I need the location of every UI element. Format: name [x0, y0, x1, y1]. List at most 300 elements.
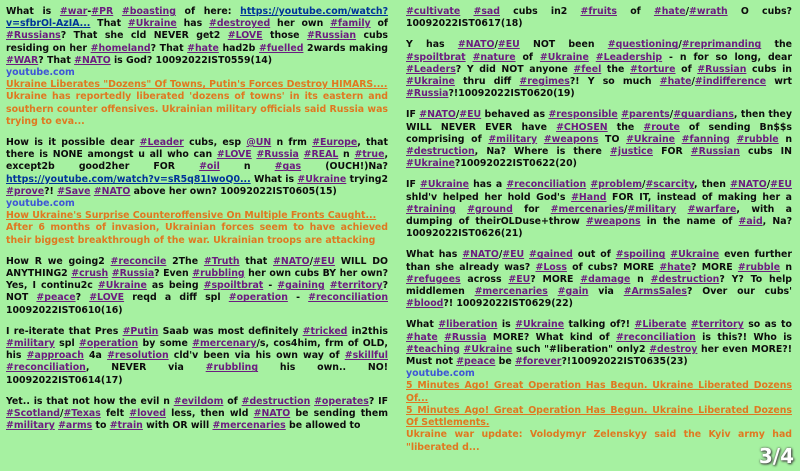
hashtag-link[interactable]: #guardians	[673, 109, 734, 121]
text-segment: of	[617, 6, 654, 17]
hashtag-link[interactable]: #PR	[91, 6, 114, 17]
hashtag-link[interactable]: #mercenaries	[550, 203, 624, 215]
text-segment: reqd a diff spl	[124, 292, 229, 304]
hashtag-link[interactable]: #indifference	[694, 76, 767, 88]
text-segment: such "#liberation" only2	[512, 343, 650, 355]
hashtag-link[interactable]: #mercenaries	[474, 286, 548, 298]
hashtag-link[interactable]: #weapons	[543, 133, 599, 145]
hashtag-link[interactable]: #weapons	[585, 216, 641, 228]
hashtag-link[interactable]: #homeland	[90, 42, 151, 54]
hashtag-link[interactable]: #Ukraine	[420, 179, 469, 191]
hashtag-link[interactable]: #NATO	[74, 54, 111, 66]
hashtag-link[interactable]: #reconcile	[110, 255, 167, 267]
text-segment	[675, 134, 682, 145]
text-segment: /s, cos4him, frm of OLD, his	[6, 338, 388, 362]
hashtag-link[interactable]: #liberation	[438, 319, 498, 331]
text-segment: ? Even	[154, 268, 193, 280]
hashtag-link[interactable]: #destroy	[649, 343, 698, 355]
text-segment: has a	[468, 179, 507, 191]
hashtag-link[interactable]: #cultivate	[406, 6, 461, 17]
text-segment: in2this	[347, 325, 389, 337]
hashtag-link[interactable]: #hate	[187, 42, 219, 54]
post	[6, 256, 388, 317]
text-segment: that	[239, 255, 274, 267]
hashtag-link[interactable]: #gaining	[277, 280, 325, 292]
hashtag-link[interactable]: #mercenaries	[212, 420, 286, 432]
hashtag-link[interactable]: #Texas	[63, 408, 101, 420]
hashtag-link[interactable]: #Putin	[122, 325, 159, 337]
hashtag-link[interactable]: #operates	[314, 395, 369, 407]
text-segment: trying2	[346, 173, 388, 185]
link-preview-description: After 6 months of invasion, Ukrainian forces seem to have achieved their biggest breakthrough of the war. Ukrainian troops are attacking	[6, 222, 388, 246]
hashtag-link[interactable]: #Russian	[306, 30, 357, 42]
hashtag-link[interactable]: #fruits	[580, 6, 617, 17]
text-segment: 2The	[166, 255, 204, 267]
post-text	[406, 249, 792, 310]
hashtag-link[interactable]: #gain	[557, 286, 589, 298]
hashtag-link[interactable]: #loved	[129, 408, 166, 420]
post	[6, 6, 388, 128]
hashtag-link[interactable]: #parents	[621, 109, 670, 121]
hashtag-link[interactable]: #EU	[508, 273, 531, 285]
text-segment: talking of?!	[564, 319, 635, 331]
hashtag-link[interactable]: #prove	[6, 185, 45, 197]
hashtag-link[interactable]: #route	[643, 121, 680, 133]
url-link[interactable]: https://youtube.com/watch?v=sfbrOl-AzIA...	[6, 6, 389, 30]
text-segment: ? Y? To help middlemen	[406, 273, 792, 298]
text-segment	[537, 134, 544, 145]
hashtag-link[interactable]: #crush	[71, 268, 109, 280]
text-segment: for	[512, 203, 551, 215]
text-segment: , Na? Where is there	[474, 146, 611, 158]
text-segment: has	[176, 18, 209, 30]
link-preview-title[interactable]: How Ukraine's Surprise Counteroffensive On Multiple Fronts Caught...	[6, 210, 377, 222]
hashtag-link[interactable]: #Russian	[690, 146, 740, 158]
text-segment: /	[678, 39, 682, 51]
text-segment: /	[766, 179, 771, 191]
hashtag-link[interactable]: #reconciliation	[6, 362, 86, 374]
hashtag-link[interactable]: #training	[406, 203, 456, 215]
text-segment: n	[780, 261, 792, 273]
text-segment: 10092022IST0610(16)	[6, 304, 123, 316]
post	[6, 137, 388, 247]
hashtag-link[interactable]: #skillful	[344, 350, 388, 362]
hashtag-link[interactable]: #forever	[514, 356, 562, 368]
right-column	[406, 6, 792, 463]
text-segment	[589, 52, 596, 63]
hashtag-link[interactable]: #rubbling	[205, 362, 259, 374]
post	[406, 179, 792, 240]
url-link[interactable]: https://youtube.com/watch?v=sR5q81IwoQ0...	[6, 173, 251, 185]
hashtag-link[interactable]: #spoiltbrat	[406, 51, 466, 63]
page-indicator: 3/4	[758, 444, 794, 468]
hashtag-link[interactable]: #boasting	[121, 6, 176, 17]
text-segment: cubs IN	[739, 146, 793, 158]
link-source[interactable]: youtube.com	[6, 67, 75, 79]
text-segment: That	[90, 18, 128, 30]
text-segment: 2wards making	[303, 42, 388, 54]
hashtag-link[interactable]: #rubbling	[192, 268, 245, 280]
hashtag-link[interactable]: #rubble	[737, 261, 781, 273]
text-segment: ?10092022IST0622(20)	[454, 158, 577, 170]
text-segment: ?! Y so much	[569, 76, 660, 88]
hashtag-link[interactable]: #arms	[58, 420, 93, 432]
hashtag-link[interactable]: #Scotland	[6, 408, 61, 420]
link-source[interactable]: youtube.com	[6, 198, 75, 210]
text-segment: /	[309, 255, 314, 267]
hashtag-link[interactable]: #operation	[79, 338, 139, 350]
hashtag-link[interactable]: #family	[330, 18, 371, 30]
text-segment: How is it possible dear	[6, 137, 140, 149]
hashtag-link[interactable]: #Leader	[139, 137, 184, 149]
hashtag-link[interactable]: #approach	[26, 350, 84, 362]
text-segment: n	[630, 273, 651, 285]
hashtag-link[interactable]: #Russians	[6, 30, 61, 42]
hashtag-link[interactable]: #fanning	[681, 133, 730, 145]
text-segment: in the name of	[640, 216, 739, 228]
text-segment: of	[223, 395, 242, 407]
text-segment: less, then wld	[165, 408, 254, 420]
link-preview-description: Ukraine has reportedly liberated 'dozens of towns' in its eastern and southern counter offensives. Ukrainian military officials said Russia was trying to eva...	[6, 91, 388, 127]
text-segment: ? That she cld NEVER get2	[60, 30, 228, 42]
hashtag-link[interactable]: #Russian	[697, 63, 747, 75]
text-segment: ? That	[150, 42, 188, 54]
text-segment: ? Y did NOT anyone	[455, 63, 574, 75]
hashtag-link[interactable]: #Ukraine	[463, 343, 513, 355]
text-segment: , Na? 10092022IST0626(21)	[406, 216, 793, 240]
hashtag-link[interactable]: #military	[6, 420, 55, 432]
hashtag-link[interactable]: #EU	[770, 179, 792, 191]
text-segment: of here:	[175, 6, 241, 17]
text-segment: be allowed to	[285, 420, 361, 432]
post	[406, 249, 792, 310]
text-segment: n	[219, 161, 275, 173]
text-segment: shld'v helped her hold God's	[406, 191, 572, 203]
text-segment: of cubs? MORE	[566, 261, 660, 273]
text-segment: I re-iterate that Pres	[6, 325, 123, 337]
hashtag-link[interactable]: #Leaders	[406, 63, 456, 75]
hashtag-link[interactable]: #Liberate	[634, 319, 687, 331]
hashtag-link[interactable]: #refugees	[406, 273, 461, 285]
hashtag-link[interactable]: #destruction	[241, 395, 311, 407]
post-text	[6, 137, 388, 198]
text-segment	[456, 204, 467, 215]
hashtag-link[interactable]: #NATO	[419, 109, 456, 121]
hashtag-link[interactable]: #Leadership	[595, 51, 663, 63]
hashtag-link[interactable]: #LOVE	[89, 292, 125, 304]
hashtag-link[interactable]: #peace	[456, 356, 496, 368]
hashtag-link[interactable]: #Ukraine	[97, 280, 147, 292]
hashtag-link[interactable]: #EU	[459, 109, 482, 121]
text-segment: n	[338, 149, 355, 161]
hashtag-link[interactable]: #Ukraine	[297, 173, 347, 185]
hashtag-link[interactable]: #reconciliation	[308, 292, 388, 304]
text-segment: with OR will	[142, 420, 213, 432]
hashtag-link[interactable]: #torture	[630, 63, 676, 75]
text-segment: , with a dumping of theirOLDuse+throw	[406, 203, 793, 228]
text-segment: /	[642, 179, 646, 191]
hashtag-link[interactable]: #EU	[497, 39, 520, 51]
text-segment: /	[623, 203, 628, 215]
hashtag-link[interactable]: #Loss	[535, 261, 567, 273]
hashtag-link[interactable]: #Ukraine	[127, 18, 177, 30]
text-segment: -	[287, 292, 309, 304]
text-segment: What	[406, 319, 439, 331]
hashtag-link[interactable]: #destroyed	[208, 18, 271, 30]
text-segment: What has	[406, 249, 463, 261]
hashtag-link[interactable]: #spoiltbrat	[203, 280, 264, 292]
text-segment: as being	[146, 280, 204, 292]
text-segment: the	[761, 39, 793, 51]
text-segment: ? MORE	[691, 261, 738, 273]
hashtag-link[interactable]: #NATO	[93, 185, 131, 197]
hashtag-link[interactable]: #warfare	[687, 203, 737, 215]
post-text	[6, 6, 388, 67]
hashtag-link[interactable]: #Ukraine	[626, 133, 675, 145]
text-segment: by some	[138, 338, 193, 350]
post	[406, 39, 792, 100]
hashtag-link[interactable]: #responsible	[548, 109, 618, 121]
hashtag-link[interactable]: #wrath	[689, 6, 728, 17]
hashtag-link[interactable]: #ground	[467, 203, 513, 215]
text-segment: , then they WILL NEVER EVER have	[406, 109, 793, 133]
hashtag-link[interactable]: #NATO	[462, 249, 499, 261]
text-segment: wrt	[766, 76, 793, 88]
text-segment: FOR	[652, 146, 691, 158]
text-segment: /	[669, 109, 674, 121]
hashtag-link[interactable]: #hate	[653, 6, 686, 17]
link-preview-title[interactable]: Ukraine Liberates "Dozens" Of Towns, Putin's Forces Destroy HIMARS....	[6, 79, 388, 91]
hashtag-link[interactable]: #reconciliation	[615, 331, 696, 343]
hashtag-link[interactable]: #EU	[313, 255, 335, 267]
hashtag-link[interactable]: @UN	[246, 137, 272, 149]
link-source[interactable]: youtube.com	[406, 368, 475, 380]
text-segment: her own cubs BY her own? Yes, I continu2c	[6, 268, 389, 292]
hashtag-link[interactable]: #EU	[502, 249, 525, 261]
text-segment: TO	[598, 133, 627, 145]
text-segment: ?!10092022IST0635(23)	[561, 356, 688, 368]
text-segment: of	[675, 63, 698, 75]
text-segment: n frm	[271, 137, 313, 149]
hashtag-link[interactable]: #war	[59, 6, 88, 17]
post-text	[6, 396, 388, 433]
hashtag-link[interactable]: #regimes	[519, 76, 570, 88]
text-segment: of sending Bn$$s comprising of	[406, 121, 793, 145]
link-preview-title-2[interactable]: 5 Minutes Ago! Great Operation Has Begun. Ukraine Liberated Dozens Of Settlements.	[406, 404, 792, 429]
text-segment: (OUCH!)Na?	[301, 161, 388, 173]
hashtag-link[interactable]: #aid	[738, 216, 763, 228]
text-segment: felt	[100, 408, 130, 420]
text-segment: ? That	[38, 54, 75, 66]
hashtag-link[interactable]: #reprimanding	[681, 39, 762, 51]
hashtag-link[interactable]: #oil	[199, 161, 220, 173]
hashtag-link[interactable]: #Ukraine	[539, 51, 589, 63]
hashtag-link[interactable]: #rubble	[736, 133, 779, 145]
text-segment: the	[601, 63, 630, 75]
text-segment: What is	[6, 6, 60, 17]
hashtag-link[interactable]: #train	[109, 420, 143, 432]
hashtag-link[interactable]: #questioning	[607, 39, 679, 51]
text-segment: behaved as	[481, 109, 549, 121]
text-segment: out of	[572, 249, 616, 261]
left-column	[6, 6, 388, 442]
text-segment: cubs in	[746, 63, 792, 75]
post-text	[406, 109, 792, 170]
hashtag-link[interactable]: #teaching	[406, 343, 460, 355]
hashtag-link[interactable]: #Russia	[111, 268, 155, 280]
hashtag-link[interactable]: #sad	[473, 6, 500, 17]
text-segment: is	[497, 319, 516, 331]
hashtag-link[interactable]: #hate	[659, 76, 692, 88]
text-segment: be sending them	[290, 408, 388, 420]
post-text	[406, 319, 792, 368]
hashtag-link[interactable]: #hate	[406, 331, 438, 343]
hashtag-link[interactable]: #mercenary	[192, 338, 257, 350]
text-segment: across	[460, 273, 509, 285]
hashtag-link[interactable]: #NATO	[253, 408, 291, 420]
hashtag-link[interactable]: #operation	[228, 292, 288, 304]
text-segment: ?!10092022IST0620(19)	[448, 88, 575, 100]
text-segment: is God? 10092022IST0559(14)	[110, 54, 273, 66]
text-segment: to	[92, 420, 110, 432]
hashtag-link[interactable]: #hate	[659, 261, 692, 273]
text-segment: even further than she already was?	[406, 249, 792, 273]
text-segment: , NEVER via	[85, 362, 206, 374]
text-segment: , that there is NONE amongst u all who can	[6, 137, 388, 161]
text-segment: /	[60, 408, 64, 420]
hashtag-link[interactable]: #reconciliation	[506, 179, 587, 191]
hashtag-link[interactable]: #evildom	[173, 395, 224, 407]
text-segment: his own.. NO! 10092022IST0614(17)	[6, 362, 388, 386]
text-segment: ? IF	[368, 395, 388, 407]
text-segment: her even MORE?! Must not	[406, 343, 792, 368]
hashtag-link[interactable]: #nature	[472, 51, 516, 63]
hashtag-link[interactable]: #gained	[529, 249, 573, 261]
hashtag-link[interactable]: #spoiling	[615, 249, 666, 261]
text-segment: FOR IT, instead of making her a	[606, 191, 792, 203]
text-segment: /	[455, 109, 460, 121]
text-segment: is this?! Who is	[695, 331, 793, 343]
text-segment: the	[607, 121, 644, 133]
text-segment: MORE? What kind of	[486, 331, 616, 343]
post	[6, 326, 388, 387]
text-segment	[730, 134, 737, 145]
text-segment: ?! 10092022IST0629(22)	[443, 298, 573, 310]
text-segment: of	[515, 51, 540, 63]
text-segment: ? MORE	[530, 273, 581, 285]
hashtag-link[interactable]: #Truth	[203, 255, 240, 267]
text-segment: , except2b good2her FOR	[6, 149, 388, 173]
hashtag-link[interactable]: #military	[488, 133, 538, 145]
text-segment: /	[691, 76, 695, 88]
hashtag-link[interactable]: #military	[627, 203, 677, 215]
text-segment: cld'v been via his own way of	[168, 350, 345, 362]
post	[406, 109, 792, 170]
hashtag-link[interactable]: #gas	[274, 161, 302, 173]
hashtag-link[interactable]: #Save	[57, 185, 91, 197]
text-segment	[676, 204, 687, 215]
hashtag-link[interactable]: #Europe	[312, 137, 358, 149]
text-segment: cubs in2	[499, 6, 581, 17]
post-text	[406, 6, 792, 30]
hashtag-link[interactable]: #resolution	[107, 350, 169, 362]
hashtag-link[interactable]: #true	[354, 149, 385, 161]
hashtag-link[interactable]: #destruction	[406, 146, 475, 158]
hashtag-link[interactable]: #WAR	[6, 54, 39, 66]
post-text	[6, 256, 388, 317]
text-segment: Yet.. is that not how the evil n	[6, 395, 174, 407]
text-segment: above her own? 10092022IST0605(15)	[130, 185, 337, 197]
text-segment: /	[498, 249, 503, 261]
text-segment: spl	[54, 338, 80, 350]
text-segment: -	[87, 6, 92, 17]
hashtag-link[interactable]: #Russia	[256, 149, 299, 161]
hashtag-link[interactable]: #blood	[406, 298, 444, 310]
hashtag-link[interactable]: #ArmsSales	[623, 286, 688, 298]
hashtag-link[interactable]: #peace	[36, 292, 76, 304]
hashtag-link[interactable]: #LOVE	[227, 30, 263, 42]
post-text	[406, 179, 792, 240]
hashtag-link[interactable]: #Russia	[406, 88, 449, 100]
hashtag-link[interactable]: #scarcity	[645, 179, 695, 191]
text-segment: ? NOT	[6, 280, 389, 304]
text-segment: Y has	[406, 39, 458, 51]
text-segment	[460, 6, 473, 17]
text-segment: cubs residing on her	[6, 30, 388, 54]
hashtag-link[interactable]: #Ukraine	[406, 76, 455, 88]
text-segment: What is	[250, 173, 298, 185]
text-segment: -	[263, 280, 278, 292]
hashtag-link[interactable]: #Ukraine	[515, 319, 565, 331]
hashtag-link[interactable]: #tricked	[302, 325, 348, 337]
hashtag-link[interactable]: #damage	[580, 273, 631, 285]
text-segment: /	[494, 39, 498, 51]
hashtag-link[interactable]: #Hand	[571, 191, 607, 203]
hashtag-link[interactable]: #NATO	[457, 39, 495, 51]
hashtag-link[interactable]: #military	[6, 338, 55, 350]
hashtag-link[interactable]: #NATO	[273, 255, 310, 267]
hashtag-link[interactable]: #CHOSEN	[556, 121, 608, 133]
text-segment: ?	[75, 292, 90, 304]
text-segment: ?!	[44, 185, 58, 197]
link-preview-title[interactable]: 5 Minutes Ago! Great Operation Has Begun. Ukraine Liberated Dozens Of...	[406, 380, 792, 404]
hashtag-link[interactable]: #problem	[590, 179, 643, 191]
hashtag-link[interactable]: #territory	[690, 319, 744, 331]
text-segment	[113, 6, 122, 17]
hashtag-link[interactable]: #Ukraine	[406, 158, 455, 170]
hashtag-link[interactable]: #REAL	[303, 149, 339, 161]
text-segment: so as to	[743, 319, 792, 331]
post-text	[6, 326, 388, 387]
text-segment: WILL DO ANYTHING2	[6, 255, 388, 280]
text-segment: How R we going2	[6, 255, 111, 267]
hashtag-link[interactable]: #Russia	[444, 331, 487, 343]
text-segment: NOT been	[519, 39, 608, 51]
text-segment: of	[370, 18, 388, 30]
hashtag-link[interactable]: #territory	[329, 280, 383, 292]
hashtag-link[interactable]: #NATO	[730, 179, 767, 191]
text-segment: her own	[270, 18, 331, 30]
hashtag-link[interactable]: #feel	[573, 63, 602, 75]
hashtag-link[interactable]: #destruction	[650, 273, 720, 285]
hashtag-link[interactable]: #LOVE	[216, 149, 252, 161]
text-segment: /	[685, 6, 690, 17]
post	[406, 319, 792, 453]
hashtag-link[interactable]: #justice	[610, 146, 653, 158]
hashtag-link[interactable]: #Ukraine	[670, 249, 720, 261]
text-segment: , then	[694, 179, 731, 191]
hashtag-link[interactable]: #fuelled	[258, 42, 304, 54]
